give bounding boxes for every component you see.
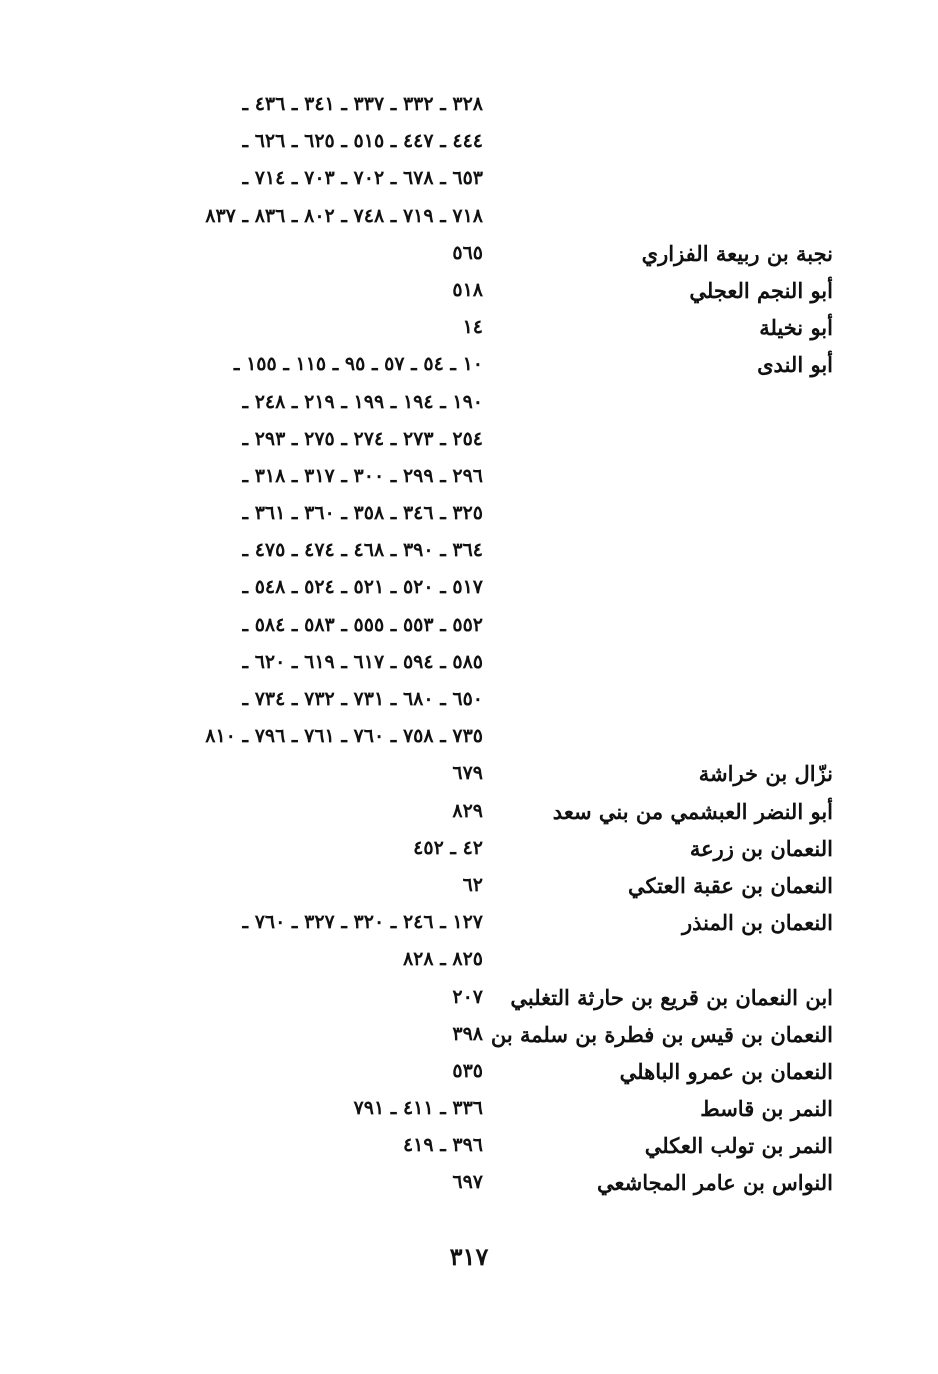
entry-page-refs: ٥٦٥ (452, 241, 483, 264)
entry-page-refs: ٧١٨ ـ ٧١٩ ـ ٧٤٨ ـ ٨٠٢ ـ ٨٣٦ ـ ٨٣٧ (205, 204, 483, 227)
entry-page-refs: ٤٢ ـ ٤٥٢ (413, 836, 483, 859)
index-entry (0, 198, 938, 235)
entry-page-refs: ٥١٨ (452, 278, 483, 301)
entry-page-refs: ٦٥٠ ـ ٦٨٠ ـ ٧٣١ ـ ٧٣٢ ـ ٧٣٤ ـ (242, 688, 483, 710)
index-entry (0, 384, 938, 421)
entry-page-refs: ٢٠٧ (452, 985, 483, 1008)
entry-page-refs: ٥٣٥ (452, 1059, 483, 1082)
index-entry (0, 830, 938, 867)
index-entry (0, 532, 938, 569)
index-entry (0, 123, 938, 160)
index-entry (0, 979, 938, 1016)
page-number: ٣١٧ (449, 1242, 489, 1271)
entry-page-refs: ٧٣٥ ـ ٧٥٨ ـ ٧٦٠ ـ ٧٦١ ـ ٧٩٦ ـ ٨١٠ (205, 725, 483, 748)
entry-name: نجبة بن ربيعة الفزاري (641, 240, 833, 266)
entry-page-refs: ٤٤٤ ـ ٤٤٧ ـ ٥١٥ ـ ٦٢٥ ـ ٦٢٦ ـ (242, 130, 483, 153)
entry-name: النعمان بن زرعة (689, 835, 833, 861)
index-entry (0, 421, 938, 458)
entry-name: النعمان بن عمرو الباهلي (619, 1058, 833, 1084)
entry-page-refs: ١٢٧ ـ ٢٤٦ ـ ٣٢٠ ـ ٣٢٧ ـ ٧٦٠ ـ (242, 911, 483, 934)
entry-page-refs: ١٩٠ ـ ١٩٤ ـ ١٩٩ ـ ٢١٩ ـ ٢٤٨ ـ (242, 390, 483, 413)
index-entry (0, 1127, 938, 1164)
entry-name: أبو نخيلة (759, 315, 833, 341)
entry-name: النعمان بن قيس بن فطرة بن سلمة بن (490, 1021, 833, 1047)
entry-name: النمر بن قاسط (700, 1096, 833, 1122)
entry-page-refs: ٣٦٤ ـ ٣٩٠ ـ ٤٦٨ ـ ٤٧٤ ـ ٤٧٥ ـ (242, 539, 483, 562)
index-entry (0, 569, 938, 606)
entry-page-refs: ٨٢٥ ـ ٨٢٨ (402, 948, 483, 971)
entry-page-refs: ٥٥٢ ـ ٥٥٣ ـ ٥٥٥ ـ ٥٨٣ ـ ٥٨٤ ـ (242, 613, 483, 636)
index-entry (0, 272, 938, 309)
index-entry (0, 755, 938, 792)
entry-page-refs: ١٠ ـ ٥٤ ـ ٥٧ ـ ٩٥ ـ ١١٥ ـ ١٥٥ ـ (233, 353, 483, 376)
index-entry (0, 941, 938, 978)
entry-name: أبو الندى (757, 352, 833, 378)
entry-name: النعمان بن المنذر (682, 910, 833, 936)
entry-page-refs: ٨٢٩ (452, 799, 483, 822)
entry-page-refs: ٣٢٨ ـ ٣٣٢ ـ ٣٣٧ ـ ٣٤١ ـ ٤٣٦ ـ (242, 93, 483, 115)
index-entry (0, 309, 938, 346)
index-list (0, 86, 938, 1202)
entry-page-refs: ٣٩٦ ـ ٤١٩ (402, 1134, 483, 1157)
entry-page-refs: ٦٢ (462, 873, 483, 896)
index-entry (0, 607, 938, 644)
entry-page-refs: ٢٩٦ ـ ٢٩٩ ـ ٣٠٠ ـ ٣١٧ ـ ٣١٨ ـ (242, 464, 483, 487)
index-entry (0, 793, 938, 830)
index-entry (0, 681, 938, 718)
index-entry (0, 1164, 938, 1201)
entry-name: النمر بن تولب العكلي (644, 1133, 833, 1159)
entry-name: ابن النعمان بن قريع بن حارثة التغلبي (510, 984, 833, 1010)
entry-name: النعمان بن عقبة العتكي (628, 872, 833, 898)
entry-page-refs: ٦٥٣ ـ ٦٧٨ ـ ٧٠٢ ـ ٧٠٣ ـ ٧١٤ ـ (242, 167, 483, 190)
index-entry (0, 1016, 938, 1053)
index-entry (0, 160, 938, 197)
index-entry (0, 867, 938, 904)
entry-page-refs: ١٤ (462, 316, 483, 339)
index-entry (0, 1053, 938, 1090)
index-entry (0, 235, 938, 272)
index-entry (0, 1090, 938, 1127)
entry-name: نزّال بن خراشة (698, 761, 833, 787)
entry-page-refs: ٥٨٥ ـ ٥٩٤ ـ ٦١٧ ـ ٦١٩ ـ ٦٢٠ ـ (242, 650, 483, 673)
index-entry (0, 904, 938, 941)
entry-page-refs: ٣٣٦ ـ ٤١١ ـ ٧٩١ (353, 1097, 483, 1120)
entry-name: أبو النجم العجلي (689, 277, 833, 303)
entry-page-refs: ٣٢٥ ـ ٣٤٦ ـ ٣٥٨ ـ ٣٦٠ ـ ٣٦١ ـ (242, 502, 483, 525)
entry-page-refs: ٢٥٤ ـ ٢٧٣ ـ ٢٧٤ ـ ٢٧٥ ـ ٢٩٣ ـ (242, 427, 483, 450)
entry-page-refs: ٣٩٨ (452, 1022, 483, 1045)
entry-name: النواس بن عامر المجاشعي (597, 1170, 833, 1196)
index-entry (0, 644, 938, 681)
index-entry (0, 718, 938, 755)
entry-page-refs: ٥١٧ ـ ٥٢٠ ـ ٥٢١ ـ ٥٢٤ ـ ٥٤٨ ـ (242, 576, 483, 599)
entry-page-refs: ٦٧٩ (452, 762, 483, 785)
index-entry (0, 346, 938, 383)
index-entry (0, 86, 938, 123)
entry-name: أبو النضر العبشمي من بني سعد (552, 798, 833, 824)
entry-page-refs: ٦٩٧ (452, 1171, 483, 1194)
index-entry (0, 458, 938, 495)
index-entry (0, 495, 938, 532)
